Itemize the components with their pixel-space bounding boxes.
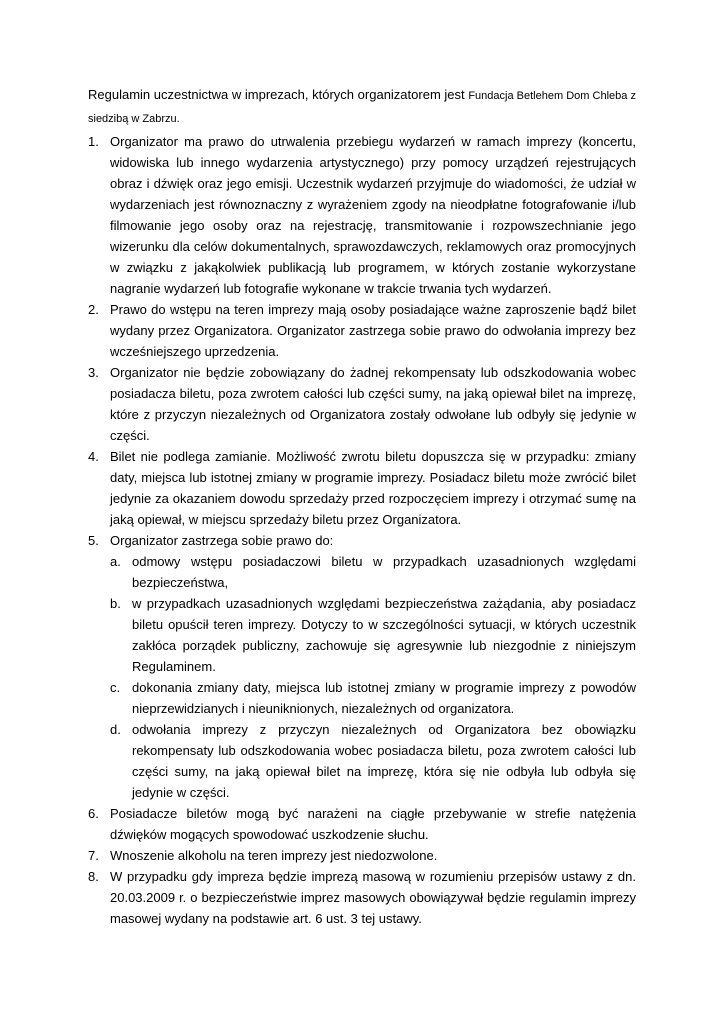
- sub-item-letter: b.: [110, 596, 121, 611]
- item-number: 6.: [88, 806, 99, 821]
- item-text: Bilet nie podlega zamianie. Możliwość zwrotu biletu dopuszcza się w przypadku: zmiany daty, miejsca lub istotnej zmiany w programie imprezy. Posiadacz biletu może zwrócić bilet jedynie za okazaniem dowodu sprzedaży przed rozpoczęciem imprezy i otrzymać sumę na jaką opiewał, w miejscu sprzedaży biletu przez Organizatora.: [110, 449, 636, 527]
- sub-item-letter: d.: [110, 722, 121, 737]
- item-text: Organizator nie będzie zobowiązany do żadnej rekompensaty lub odszkodowania wobec posiadacza biletu, poza zwrotem całości lub części sumy, na jaką opiewał bilet na imprezę, które z przyczyn niezależnych od Organizatora zostały odwołane lub odbyły się jedynie w części.: [110, 365, 636, 443]
- sub-item-text: dokonania zmiany daty, miejsca lub istotnej zmiany w programie imprezy z powodów nieprzewidzianych i nieuniknionych, niezależnych od organizatora.: [132, 680, 636, 716]
- sub-list-item: [110, 719, 636, 803]
- sub-list: [110, 551, 636, 803]
- list-item: [88, 530, 636, 803]
- item-text: Organizator zastrzega sobie prawo do:: [110, 533, 334, 548]
- document-intro: [88, 84, 636, 130]
- sub-item-text: odmowy wstępu posiadaczowi biletu w przypadkach uzasadnionych względami bezpieczeństwa,: [132, 554, 636, 590]
- intro-text: Regulamin uczestnictwa w imprezach, których organizatorem jest: [88, 87, 465, 102]
- item-number: 7.: [88, 848, 99, 863]
- item-number: 8.: [88, 869, 99, 884]
- item-number: 3.: [88, 365, 99, 380]
- sub-list-item: [110, 551, 636, 593]
- intro-organization: Fundacja Betlehem Dom Chleba z siedzibą w Zabrzu.: [88, 90, 636, 125]
- sub-item-text: odwołania imprezy z przyczyn niezależnych od Organizatora bez obowiązku rekompensaty lub odszkodowania wobec posiadacza biletu, poza zwrotem całości lub części sumy, na jaką opiewał bilet na imprezę, która się nie odbyła lub odbyła się jedynie w części.: [132, 722, 636, 800]
- list-item: [88, 131, 636, 299]
- list-item: [88, 446, 636, 530]
- sub-item-letter: a.: [110, 554, 121, 569]
- document-body: [88, 84, 636, 929]
- item-number: 1.: [88, 134, 99, 149]
- list-item: [88, 866, 636, 929]
- item-text: Wnoszenie alkoholu na teren imprezy jest niedozwolone.: [110, 848, 438, 863]
- list-item: [88, 299, 636, 362]
- item-text: Posiadacze biletów mogą być narażeni na ciągłe przebywanie w strefie natężenia dźwięków mogących spowodować uszkodzenie słuchu.: [110, 806, 636, 842]
- item-number: 4.: [88, 449, 99, 464]
- sub-list-item: [110, 677, 636, 719]
- sub-list-item: [110, 593, 636, 677]
- item-text: Organizator ma prawo do utrwalenia przebiegu wydarzeń w ramach imprezy (koncertu, widowiska lub innego wydarzenia artystycznego) przy pomocy urządzeń rejestrujących obraz i dźwięk oraz jego emisji. Uczestnik wydarzeń przyjmuje do wiadomości, że udział w wydarzeniach jest równoznaczny z wyrażeniem zgody na nieodpłatne fotografowanie i/lub filmowanie jego osoby oraz na rejestrację, transmitowanie i rozpowszechnianie jego wizerunku dla celów dokumentalnych, sprawozdawczych, reklamowych oraz promocyjnych w związku z jakąkolwiek publikacją lub programem, w których zostanie wykorzystane nagranie wydarzeń lub fotografie wykonane w trakcie trwania tych wydarzeń.: [110, 134, 636, 296]
- regulations-list: [88, 131, 636, 929]
- list-item: [88, 845, 636, 866]
- sub-item-text: w przypadkach uzasadnionych względami bezpieczeństwa zażądania, aby posiadacz biletu opuścił teren imprezy. Dotyczy to w szczególności sytuacji, w których uczestnik zakłóca porządek publiczny, zachowuje się agresywnie lub niezgodnie z niniejszym Regulaminem.: [132, 596, 636, 674]
- item-number: 2.: [88, 302, 99, 317]
- item-text: Prawo do wstępu na teren imprezy mają osoby posiadające ważne zaproszenie bądź bilet wydany przez Organizatora. Organizator zastrzega sobie prawo do odwołania imprezy bez wcześniejszego uprzedzenia.: [110, 302, 636, 359]
- list-item: [88, 362, 636, 446]
- sub-item-letter: c.: [110, 680, 121, 695]
- item-text: W przypadku gdy impreza będzie imprezą masową w rozumieniu przepisów ustawy z dn. 20.03.2009 r. o bezpieczeństwie imprez masowych obowiązywał będzie regulamin imprezy masowej wydany na podstawie art. 6 ust. 3 tej ustawy.: [110, 869, 636, 926]
- item-number: 5.: [88, 533, 99, 548]
- list-item: [88, 803, 636, 845]
